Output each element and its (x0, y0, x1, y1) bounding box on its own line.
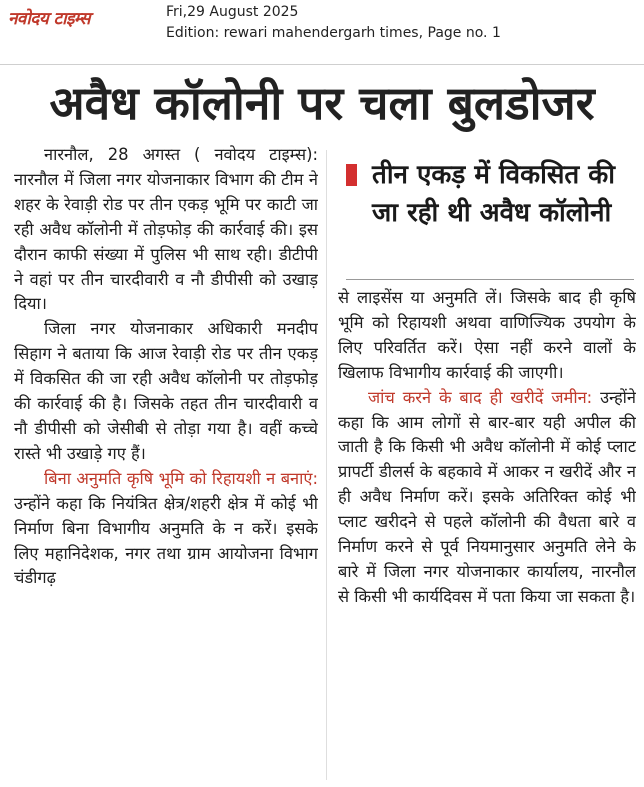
paragraph-with-subhead (338, 386, 636, 610)
publication-date: Fri,29 August 2025 (166, 4, 299, 20)
column-rule (326, 150, 327, 780)
edition-info: Edition: rewari mahendergarh times, Page no. 1 (166, 25, 501, 41)
subheading: जांच करने के बाद ही खरीदें जमीन: (368, 387, 593, 407)
paragraph: जिला नगर योजनाकार अधिकारी मनदीप सिहाग ने बताया कि आज रेवाड़ी रोड पर तीन एकड़ में विकसित की जा रही अवैध कॉलोनी पर तोड़फोड़ की कार्रवाई की है। जिसके तहत तीन चारदीवारी व नौ डीपीसी को जेसीबी से तोड़ा गया है। वहीं कच्चे रास्ते भी उखाड़े गए हैं। (14, 319, 318, 463)
pull-quote-marker (346, 164, 357, 186)
article-headline: अवैध कॉलोनी पर चला बुलडोजर (49, 76, 595, 130)
article-column-right (338, 286, 636, 783)
page-header (0, 0, 644, 48)
article-column-left (14, 143, 318, 783)
subheading: बिना अनुमति कृषि भूमि को रिहायशी न बनाएं: (44, 468, 318, 488)
paragraph-text: उन्होंने कहा कि आम लोगों से बार-बार यही अपील की जाती है कि किसी भी अवैध कॉलोनी में कोई प्लाट प्रापर्टी डीलर्स के बहकावे में आकर न खरीदें और न ही अवैध निर्माण करें। इसके अतिरिक्त कोई भी प्लाट खरीदने से पहले कॉलोनी की वैधता बारे व निर्माण करने से पूर्व नियमानुसार अनुमति लेने के बारे में जिला नगर योजनाकार कार्यालय, नारनौल से किसी भी कार्यदिवस में पता किया जा सकता है। (338, 387, 636, 606)
pull-quote: तीन एकड़ में विकसित की जा रही थी अवैध कॉलोनी (372, 160, 615, 228)
header-divider (0, 64, 644, 65)
paragraph-with-subhead (14, 467, 318, 592)
newspaper-logo: नवोदय टाइम्स (8, 9, 90, 29)
paragraph: से लाइसेंस या अनुमति लें। जिसके बाद ही कृषि भूमि को रिहायशी अथवा वाणिज्यिक उपयोग के लिए परिवर्तित करें। ऐसा नहीं करने वालों के खिलाफ विभागीय कार्रवाई की जाएगी। (338, 288, 636, 382)
paragraph-text: उन्होंने कहा कि नियंत्रित क्षेत्र/शहरी क्षेत्र में कोई भी निर्माण बिना विभागीय अनुमति के न करें। इसके लिए महानिदेशक, नगर तथा ग्राम आयोजना विभाग चंडीगढ़ (14, 493, 318, 588)
paragraph: नारनौल, 28 अगस्त ( नवोदय टाइम्स): नारनौल में जिला नगर योजनाकार विभाग की टीम ने शहर के रेवाड़ी रोड पर तीन एकड़ भूमि पर काटी जा रही अवैध कॉलोनी में तोड़फोड़ की कार्रवाई की। इस दौरान काफी संख्या में पुलिस भी साथ रही। डीटीपी ने वहां पर तीन चारदीवारी व नौ डीपीसी को उखाड़ दिया। (14, 145, 318, 314)
pull-quote-box (346, 152, 634, 280)
